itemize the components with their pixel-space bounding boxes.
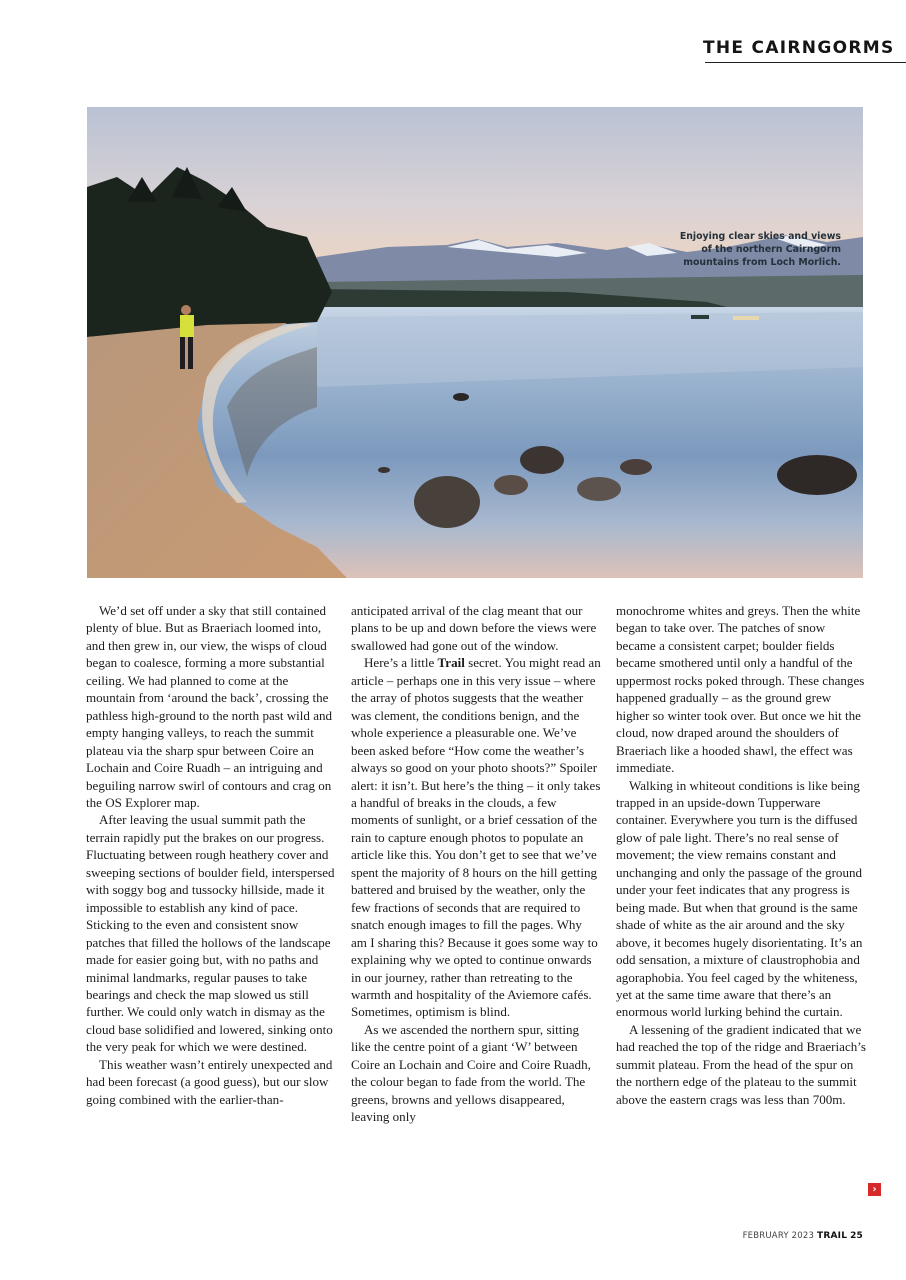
issue-date: FEBRUARY 2023 <box>742 1231 815 1241</box>
section-title: THE CAIRNGORMS <box>703 38 895 58</box>
caption-line-2: of the northern Cairngorm <box>701 244 841 255</box>
paragraph: A lessening of the gradient indicated that we had reached the top of the ridge and Braeriach’s summit plateau. From the head of the spur on the northern edge of the plateau to the summit above the eastern crags was less than 700m. <box>616 1021 866 1107</box>
text-run: Here’s a little <box>364 655 438 671</box>
end-of-article-icon: › <box>868 1183 881 1196</box>
paragraph: This weather wasn’t entirely unexpected and had been forecast (a good guess), but our slow going combined with the earlier-than- <box>86 1056 333 1107</box>
page-number: 25 <box>850 1231 863 1241</box>
title-rule <box>705 62 906 63</box>
paragraph: monochrome whites and greys. Then the white began to take over. The patches of snow became a consistent carpet; boulder fields became smothered until only a handful of the uppermost rocks poked through. These changes happened gradually – as the ground grew higher so winter took over. But once we hit the cloud, now draped around the shoulders of Braeriach like a hooded shawl, the effect was immediate. <box>616 603 865 776</box>
paragraph: After leaving the usual summit path the terrain rapidly put the brakes on our progress. Fluctuating between rough heathery cover and sweeping sections of boulder field, interspersed with soggy bog and tussocky hillside, made it impossible to establish any kind of pace. Sticking to the even and consistent snow patches that filled the hollows of the landscape made for easier going but, with no paths and minimal landmarks, regular pauses to take bearings and check the map slowed us still further. We could only watch in dismay as the cloud base solidified and lowered, sinking onto the very peak for which we were destined. <box>86 812 335 1055</box>
caption-line-1: Enjoying clear skies and views <box>679 231 841 242</box>
magazine-name-inline: Trail <box>437 655 465 671</box>
hero-photo <box>87 107 863 578</box>
photo-caption <box>631 230 841 269</box>
text-run: secret. You might read an article – perhaps one in this very issue – where the array of photos suggests that the weather was clement, the conditions benign, and the whole experience a pleasurable one. We’ve been asked before “How come the weather’s always so good on your photo shoots?” Spoiler alert: it isn’t. But here’s the thing – it only takes a handful of breaks in the clouds, a few moments of sunlight, or a brief cessation of the rain to capture enough photos to populate an article like this. You don’t get to see that we’ve spent the majority of 8 hours on the hill getting battered and bruised by the weather, only the few fractions of seconds that are required to snatch enough images to fill the pages. Why am I sharing this? Because it goes some way to explaining why we opted to continue onwards in our journey, rather than retreating to the warmth and hospitality of the Aviemore cafés. Sometimes, optimism is blind. <box>351 655 601 1020</box>
magazine-name: TRAIL <box>817 1231 848 1241</box>
article-column-1 <box>86 602 336 1108</box>
article-column-2 <box>351 602 601 1126</box>
caption-line-3: mountains from Loch Morlich. <box>683 257 841 268</box>
paragraph: Walking in whiteout conditions is like being trapped in an upside-down Tupperware container. Everywhere you turn is the diffused glow of pale light. There’s no real sense of movement; the view remains constant and unchanging and only the passage of the ground under your feet indicates that any progress is being made. But when that ground is the same shade of white as the air around and the sky above, it becomes hugely disorientating. It’s an odd sensation, a mixture of claustrophobia and agoraphobia. You feel caged by the whiteness, yet at the same time aware that there’s an enormous world lurking behind the curtain. <box>616 777 863 1020</box>
loch-morlich-photo <box>87 107 863 578</box>
paragraph: anticipated arrival of the clag meant that our plans to be up and down before the views were swallowed had gone out of the window. <box>351 603 597 653</box>
paragraph <box>351 654 601 1021</box>
article-column-3 <box>616 602 866 1108</box>
paragraph: As we ascended the northern spur, sitting like the centre point of a giant ‘W’ between Coire an Lochain and Coire and Coire Ruadh, the colour began to fade from the world. The greens, browns and yellows disappeared, leaving only <box>351 1021 591 1125</box>
page-footer <box>743 1231 863 1241</box>
paragraph: We’d set off under a sky that still contained plenty of blue. But as Braeriach loomed into, and then grew in, our view, the wisps of cloud began to coalesce, forming a more substantial ceiling. We had planned to come at the mountain from ‘around the back’, crossing the pathless high-ground to the north past wild and empty hanging valleys, to reach the summit plateau via the sharp spur between Coire an Lochain and Coire Ruadh – an intriguing and beguiling narrow swirl of contours and crag on the OS Explorer map. <box>86 603 333 810</box>
